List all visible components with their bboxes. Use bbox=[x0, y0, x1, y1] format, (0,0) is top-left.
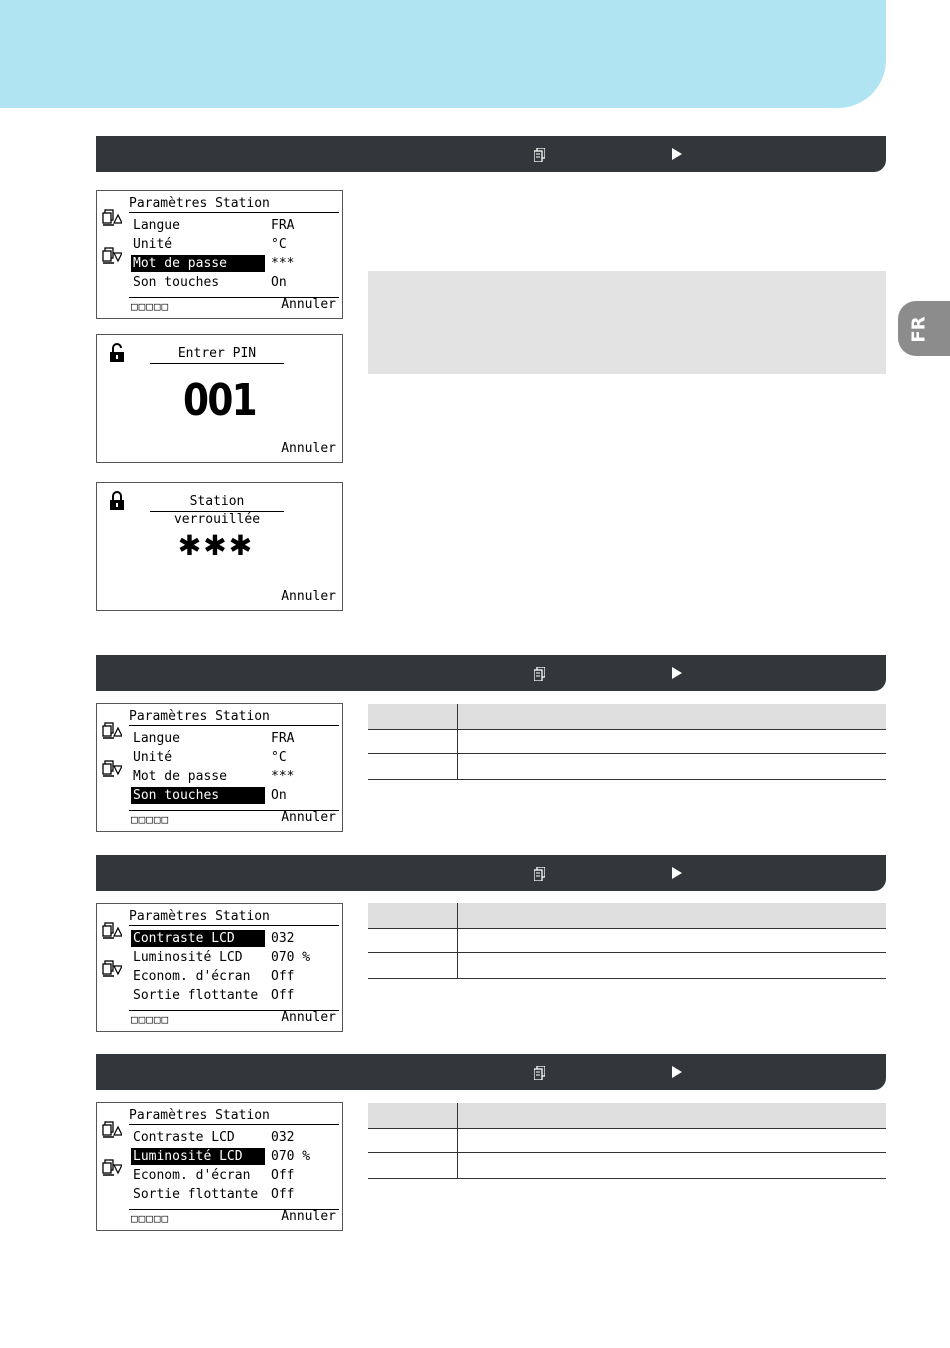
menu-row-label: Econom. d'écran bbox=[133, 969, 251, 984]
menu-row-value: On bbox=[271, 275, 287, 290]
table-header bbox=[368, 704, 886, 729]
section-bar-password bbox=[96, 136, 886, 172]
table-header bbox=[368, 1103, 886, 1128]
scroll-down-icon bbox=[102, 760, 122, 778]
cancel-button[interactable]: Annuler bbox=[281, 297, 336, 312]
options-table-sound bbox=[368, 704, 886, 780]
menu-row-label: Mot de passe bbox=[133, 769, 227, 784]
menu-row-label: Sortie flottante bbox=[133, 1187, 259, 1202]
menu-icon bbox=[534, 667, 545, 681]
masked-pin: ✱✱✱ bbox=[177, 529, 255, 562]
note-box bbox=[368, 271, 886, 374]
menu-row-label: Unité bbox=[133, 750, 173, 765]
pin-code-display[interactable]: 001 bbox=[183, 375, 256, 426]
menu-row[interactable] bbox=[129, 949, 339, 966]
cancel-button[interactable]: Annuler bbox=[281, 589, 336, 604]
lcd-screen-pin bbox=[96, 334, 343, 463]
menu-row-label: Contraste LCD bbox=[131, 930, 265, 947]
menu-row-value: °C bbox=[271, 750, 287, 765]
menu-row[interactable] bbox=[129, 1129, 339, 1146]
lcd-screen-locked bbox=[96, 482, 343, 611]
scroll-down-icon bbox=[102, 960, 122, 978]
section-bar-brightness bbox=[96, 1054, 886, 1090]
menu-row-value: *** bbox=[271, 256, 295, 271]
arrow-right-icon bbox=[672, 148, 682, 160]
screen-title: Paramètres Station bbox=[129, 1107, 339, 1125]
menu-row[interactable] bbox=[129, 987, 339, 1004]
menu-row-label: Langue bbox=[133, 218, 180, 233]
lcd-screen-contrast-menu bbox=[96, 903, 343, 1032]
menu-row-value: °C bbox=[271, 237, 287, 252]
arrow-right-icon bbox=[672, 867, 682, 879]
arrow-right-icon bbox=[672, 667, 682, 679]
menu-row[interactable] bbox=[129, 1186, 339, 1203]
menu-row-label: Luminosité LCD bbox=[131, 1148, 265, 1165]
lock-icon bbox=[109, 491, 125, 511]
menu-row-value: *** bbox=[271, 769, 295, 784]
table-header bbox=[368, 903, 886, 928]
menu-row[interactable] bbox=[129, 768, 339, 785]
menu-row[interactable] bbox=[129, 236, 339, 253]
menu-row-label: Luminosité LCD bbox=[133, 950, 243, 965]
menu-row-value: Off bbox=[271, 1168, 295, 1183]
menu-row-selected[interactable] bbox=[129, 1148, 339, 1165]
menu-row[interactable] bbox=[129, 217, 339, 234]
scroll-up-icon bbox=[102, 922, 122, 940]
section-bar-sound bbox=[96, 655, 886, 691]
menu-row-label: Mot de passe bbox=[131, 255, 265, 272]
options-table-contrast bbox=[368, 903, 886, 979]
menu-row-value: FRA bbox=[271, 218, 295, 233]
locked-title: Station verrouillée bbox=[150, 493, 284, 512]
cancel-button[interactable]: Annuler bbox=[281, 810, 336, 825]
menu-row[interactable] bbox=[129, 1167, 339, 1184]
scroll-up-icon bbox=[102, 1121, 122, 1139]
lcd-screen-password-menu bbox=[96, 190, 343, 319]
page-dots: □□□□□ bbox=[131, 300, 170, 313]
menu-row-value: Off bbox=[271, 969, 295, 984]
scroll-down-icon bbox=[102, 247, 122, 265]
screen-title: Paramètres Station bbox=[129, 708, 339, 726]
top-banner bbox=[0, 0, 886, 108]
menu-row-label: Contraste LCD bbox=[133, 1130, 235, 1145]
menu-row-value: 032 bbox=[271, 1130, 295, 1145]
unlock-icon bbox=[109, 343, 125, 363]
menu-row-selected[interactable] bbox=[129, 787, 339, 804]
page-dots: □□□□□ bbox=[131, 1212, 170, 1225]
menu-row-label: Son touches bbox=[131, 787, 265, 804]
menu-row[interactable] bbox=[129, 730, 339, 747]
menu-row-value: 070 % bbox=[271, 950, 311, 965]
language-side-tab bbox=[898, 301, 950, 356]
menu-row-selected[interactable] bbox=[129, 930, 339, 947]
menu-icon bbox=[534, 1066, 545, 1080]
menu-row[interactable] bbox=[129, 274, 339, 291]
language-tab-label: FR bbox=[908, 316, 930, 343]
menu-row-selected[interactable] bbox=[129, 255, 339, 272]
page-dots: □□□□□ bbox=[131, 813, 170, 826]
scroll-up-icon bbox=[102, 209, 122, 227]
menu-row-label: Langue bbox=[133, 731, 180, 746]
menu-row-label: Son touches bbox=[133, 275, 220, 290]
menu-row-value: FRA bbox=[271, 731, 295, 746]
menu-icon bbox=[534, 867, 545, 881]
cancel-button[interactable]: Annuler bbox=[281, 441, 336, 456]
menu-row-value: On bbox=[271, 788, 287, 803]
lcd-screen-brightness-menu bbox=[96, 1102, 343, 1231]
menu-row[interactable] bbox=[129, 968, 339, 985]
menu-row-value: Off bbox=[271, 1187, 295, 1202]
pin-title: Entrer PIN bbox=[150, 345, 284, 364]
scroll-up-icon bbox=[102, 722, 122, 740]
screen-title: Paramètres Station bbox=[129, 908, 339, 926]
cancel-button[interactable]: Annuler bbox=[281, 1010, 336, 1025]
menu-row-value: 032 bbox=[271, 931, 295, 946]
scroll-down-icon bbox=[102, 1159, 122, 1177]
menu-row-label: Sortie flottante bbox=[133, 988, 259, 1003]
menu-icon bbox=[534, 148, 545, 162]
screen-title: Paramètres Station bbox=[129, 195, 339, 213]
options-table-brightness bbox=[368, 1103, 886, 1179]
menu-row-value: 070 % bbox=[271, 1149, 311, 1164]
menu-row-label: Unité bbox=[133, 237, 173, 252]
lcd-screen-sound-menu bbox=[96, 703, 343, 832]
menu-row-value: Off bbox=[271, 988, 295, 1003]
menu-row-label: Econom. d'écran bbox=[133, 1168, 251, 1183]
section-bar-contrast bbox=[96, 855, 886, 891]
page-dots: □□□□□ bbox=[131, 1013, 170, 1026]
cancel-button[interactable]: Annuler bbox=[281, 1209, 336, 1224]
arrow-right-icon bbox=[672, 1066, 682, 1078]
menu-row[interactable] bbox=[129, 749, 339, 766]
